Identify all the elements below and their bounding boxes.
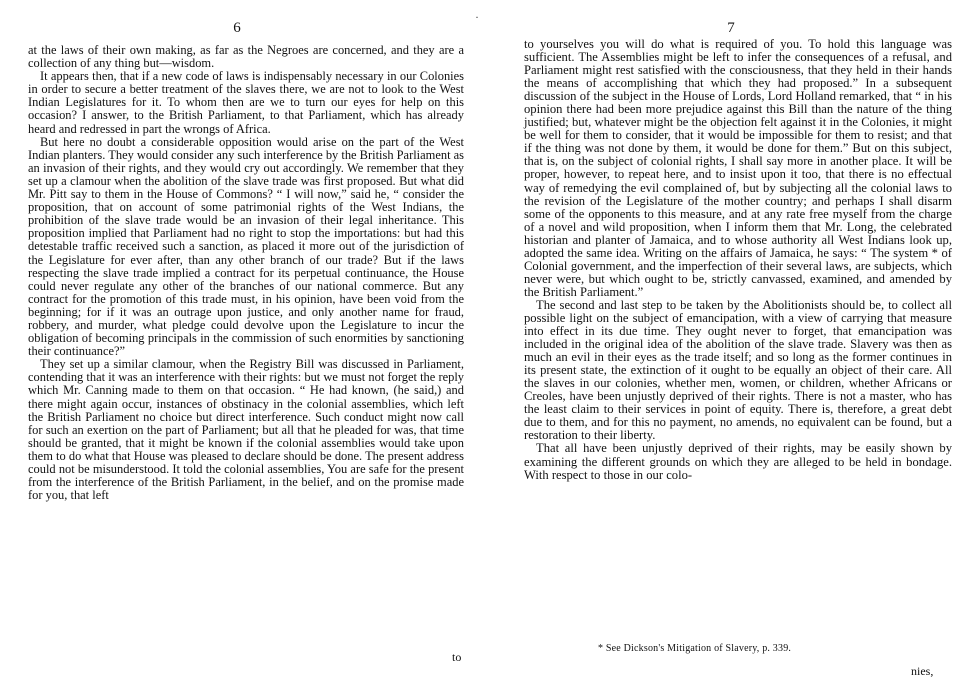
right-page-text: [524, 38, 952, 482]
right-paragraph-3: That all have been unjustly deprived of their rights, may be easily shown by examining the different grounds on which they are alleged to be held in bondage. With respect to those in our colo-: [524, 441, 952, 482]
left-page-text: [28, 44, 464, 502]
right-page: [490, 0, 980, 699]
right-footnote: * See Dickson's Mitigation of Slavery, p. 339.: [598, 643, 792, 654]
left-page-number: 6: [233, 20, 241, 36]
right-paragraph-2: The second and last step to be taken by the Abolitionists should be, to collect all possible light on the subject of emancipation, with a view of carrying that measure into effect in its due time. They ought never to forget, that emancipation was included in the original idea of the abolition of the slave trade. Slavery was then as much an evil in their eyes as the trade itself; and so long as the former continues in its present state, the extinction of it ought to be equally an object of their care. All the slaves in our colonies, whether men, women, or children, whether Africans or Creoles, have been unjustly deprived of their rights. There is not a master, who has the least claim to their services in point of equity. There is, therefore, a great debt due to them, and for this no payment, no amends, no equivalent can be found, but a restoration to their liberty.: [524, 297, 952, 443]
left-catchword: to: [452, 650, 462, 664]
left-paragraph-1: at the laws of their own making, as far as the Negroes are concerned, and they are a collection of any thing but—wisdom.: [28, 43, 464, 71]
right-catchword: nies,: [911, 664, 934, 678]
left-paragraph-3: But here no doubt a considerable opposition would arise on the part of the West Indian planters. They would consider any such interference by the British Parliament as an invasion of their rights, and they would cry out accordingly. We remember that they set up a clamour when the abolition of the slave trade was first proposed. But what did Mr. Pitt say to them in the House of Commons? “ I will now,” said he, “ consider the proposition, that on account of some patrimonial rights of the West Indians, the prohibition of the slave trade would be an invasion of their legal inheritance. This proposition implied that Parliament had no right to stop the importations: but had this detestable traffic received such a sanction, as placed it more out of the jurisdiction of the Legislature for ever after, than any other branch of our trade? But if the laws respecting the slave trade implied a contract for its perpetual continuance, the House could never regulate any other of the branches of our national commerce. But any contract for the promotion of this trade must, in his opinion, have been void from the beginning; for if it was an outrage upon justice, and only another name for fraud, robbery, and murder, what pledge could devolve upon the Legislature to incur the obligation of becoming principals in the commission of such enormities by sanctioning their continuance?”: [28, 134, 464, 359]
right-paragraph-1: to yourselves you will do what is required of you. To hold this language was sufficient. The Assemblies might be left to infer the consequences of a refusal, and Parliament might rest satisfied with the consciousness, that they held in their hands the means of accomplishing that which they had proposed.” In a subsequent discussion of the subject in the House of Lords, Lord Holland remarked, that “ in his opinion there had been more prejudice against this Bill than the nature of the thing justified; but, whatever might be the objection felt against it in the Colonies, it might be well for them to consider, that it would be impossible for them to resist; and that if the thing was not done by them, it would be done for them.” But on this subject, that is, on the subject of colonial rights, I shall say more in another place. It will be proper, however, to repeat here, and to insist upon it too, that there is no effectual way of remedying the evil complained of, but by subjecting all the colonial laws to the revision of the Legislature of the mother country; and perhaps I shall disarm some of the opponents to this measure, and at any rate free myself from the charge of a novel and wild proposition, when I inform them that Mr. Long, the celebrated historian and planter of Jamaica, and to whose authority all West Indians look up, adopted the same idea. Writing on the affairs of Jamaica, he says: “ The system * of Colonial government, and the imperfection of their several laws, are subjects, which never were, but which ought to be, strictly canvassed, examined, and amended by the British Parliament.”: [524, 37, 952, 299]
left-paragraph-2: It appears then, that if a new code of laws is indispensably necessary in our Colonies in order to secure a better treatment of the slaves there, we are not to look to the West Indian Legislatures for it. To whom then are we to turn our eyes for help on this occasion? I answer, to the British Parliament, to that Parliament, which has already heard and redressed in part the wrongs of Africa.: [28, 69, 464, 136]
scan-speck: ·: [475, 10, 479, 24]
right-page-number: 7: [727, 20, 735, 36]
left-paragraph-4: They set up a similar clamour, when the Registry Bill was discussed in Parliament, contending that it was an interference with their rights: but we must not forget the reply which Mr. Canning made to them on that occasion. “ He had known, (he said,) and there might again occur, instances of obstinacy in the colonial assemblies, which left the British Parliament no choice but direct interference. Such conduct might now call for such an exertion on the part of Parliament; but all that he pleaded for was, that time should be granted, that it might be known if the colonial assemblies would take upon them to do what that House was pleased to declare should be done. The present address could not be misunderstood. It told the colonial assemblies, You are safe for the present from the interference of the British Parliament, in the belief, and on the promise made for you, that left: [28, 357, 464, 503]
